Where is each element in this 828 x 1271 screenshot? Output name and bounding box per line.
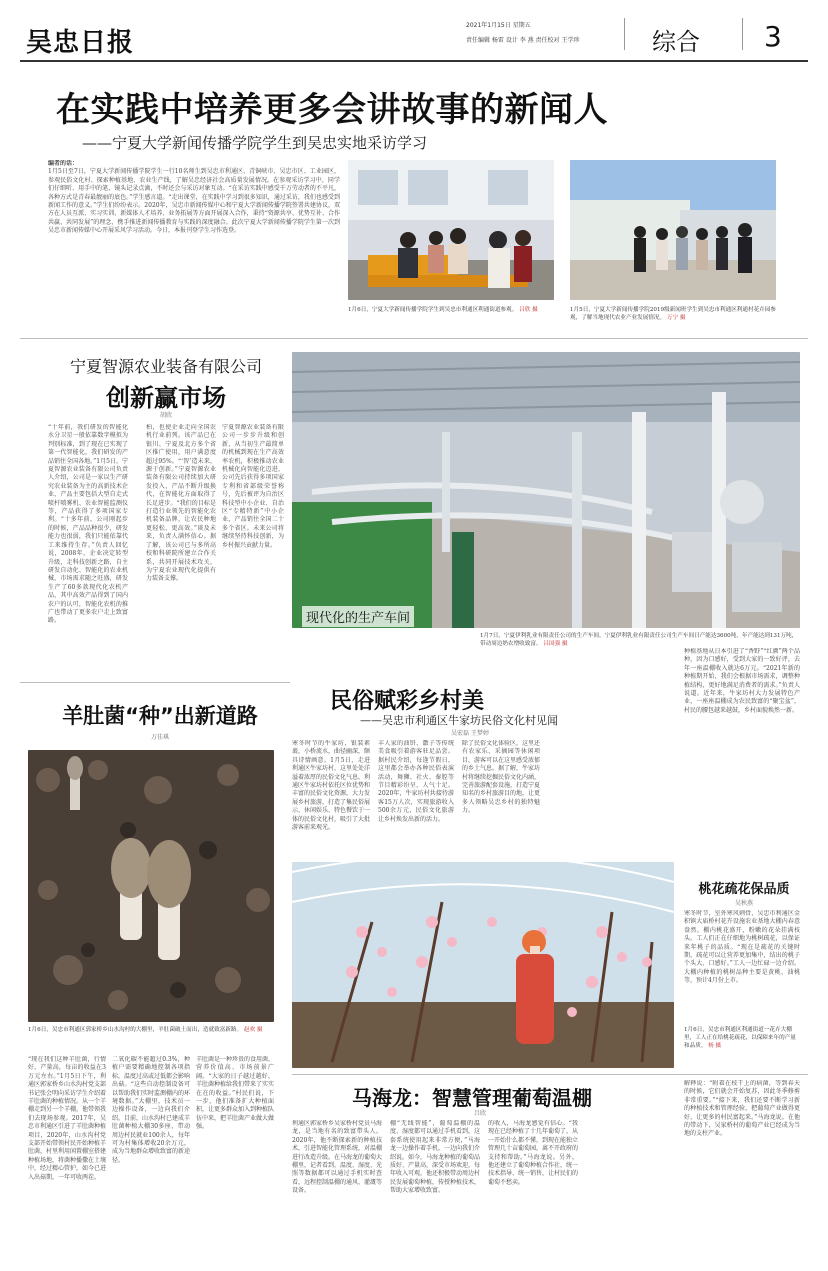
- innovation-kicker: 宁夏智源农业装备有限公司: [69, 357, 262, 376]
- peach-photo: [292, 862, 674, 1068]
- innovation-photo: [292, 352, 800, 628]
- lead-photo-1-credit: 吕欣 摄: [519, 307, 538, 313]
- lead-body-text: 1月5日至7日，宁夏大学新闻传播学院学生一行10名师生到吴忠市利通区、青铜峡市、吴忠市区、工业园区，参观民俗文化村、探索种植基地、农业生产线，了解吴忠经济社会高质量发展情况。在参观采访学习中，同学们仔细听、用手中的笔、镜头记录点滴，不时还会与采访对象互动。“在采访实践中感受千万劳动者的不平凡，各种方式是青春最靓丽的底色。”学生感言道。“走出课堂，在实践中学习到很多知识，通过采访，我们也感受到新闻工作的意义。”学生们纷纷表示。2020年，吴忠市新闻传媒中心和宁夏大学新闻传播学院签署共建协议，双方在人员互派、实习实训、新媒体人才培养、业务拓展等方面开展深入合作，秉持“资源共享、优势互补、合作共赢、共同发展”的理念，携手推进新闻传播教育与实践的深度融合。此次宁夏大学新闻传播学院学生第一次到吴忠市新闻传媒中心开展采风学习活动。今日，本报刊登学生习作选登。: [48, 168, 340, 235]
- peach-photo-credit: 杨 摄: [708, 1043, 722, 1049]
- morel-photo-caption: 1月6日，吴忠市利通区郭家桥乡山水沟村的大棚里，羊肚菌破土而出，造就致富新路。 赵欢 摄: [28, 1027, 263, 1033]
- masthead-divider: [624, 18, 625, 50]
- folk-col-1: 寒冬时节的牛家坊，银装素裹，小桥流水，曲径幽深，颇具诗情画意。1月5日，走进利通区牛家坊村，这里处处洋溢着浓厚的民俗文化气息。利通区牛家坊村依托区位优势和丰富的民俗文化资源，大力发展乡村旅游，打造了集民俗展示、休闲娱乐、特色餐饮于一体的民俗文化村，吸引了大批游客前来观光。: [292, 740, 370, 832]
- lead-photo-2: [570, 160, 776, 300]
- innovation-col-3: 宁夏智源农业装备有限公司一步步升级和创新，从当初生产最简单的机械到现在生产高效率农机，积极推动农业机械化向智能化迈进，公司先后获得多项国家专利和省部级荣誉称号，先后被评为自治区科技型中小企业、自治区“专精特新”中小企业，产品销往全国二十多个省区。未来公司将继续坚持科技创新，为乡村振兴贡献力量。: [222, 424, 284, 549]
- lead-photo-2-caption: 1月5日，宁夏大学新闻传播学院2019级新闻班学生到吴忠市利通区利通村花卉园参观，了解当地现代农业产业发展情况。 万宁 摄: [570, 307, 776, 321]
- editor-line: 责任编辑 杨雷 设计 李 燕 责任校对 王学珍: [466, 37, 580, 44]
- date-line: 2021年1月15日 星期五: [466, 22, 531, 29]
- innovation-photo-caption: 1月7日，宁夏伊利乳业有限责任公司的生产车间。宁夏伊利乳业有限责任公司生产车间日产能达3600吨，年产能达到131万吨，带动周边奶农增收致富。 吕国强 摄: [480, 633, 798, 647]
- folk-col-3: 除了民俗文化体验区，这里还有农家乐、采摘园等休闲项目，游客可以在这里感受浓郁的乡土气息。据了解，牛家坊村将继续挖掘民俗文化内涵，完善旅游配套设施，打造宁夏知名的乡村旅游目的地，让更多人领略吴忠乡村的独特魅力。: [462, 740, 540, 815]
- peach-body: 寒冬时节，室外寒风刺骨，吴忠市利通区金积镇大庙桥村花卉设施农业基地大棚内春意盎然，棚内桃花盛开，粉嫩的花朵挂满枝头。工人们正在仔细地为桃树疏花，以保证来年桃子的品质。“现在是疏花的关键时期，疏花可以让营养更加集中，结出的桃子个头大、口感好。”工人一边忙碌一边介绍。大棚内种植的桃树品种主要是黄桃、油桃等，预计4月份上市。: [684, 910, 800, 985]
- folk-subheadline: ——吴忠市利通区牛家坊民俗文化村见闻: [360, 714, 558, 727]
- morel-col-1: “现在我们这种羊肚菌，行情好，产量高，每亩的收益在3万元左右。”1月5日下午，利通区郭家桥乡山水沟村党支部书记张会明向采访学生介绍着羊肚菌的种植情况。从一个羊棚走到另一个羊棚，他带领我们去现场参观。2017年，吴忠市利通区引进了羊肚菌种植项目，2020年，山水沟村党支部开始带领村民开始种植羊肚菌，村里利用闲置棚室搭建种植场地，将菌种播撒在土壤中，经过精心管护，如今已进入出菇期，一年可收两茬。: [28, 1056, 106, 1181]
- morel-photo-image: [28, 750, 274, 1022]
- section-divider-3: [292, 1074, 808, 1075]
- peach-byline: 吴秋燕: [734, 900, 753, 907]
- lead-photo-1: [348, 160, 554, 300]
- lead-photo-2-credit: 万宁 摄: [666, 315, 686, 321]
- section-divider-1: [20, 338, 808, 339]
- morel-byline: 万佳琪: [150, 734, 169, 741]
- morel-photo: [28, 750, 274, 1022]
- grape-col-4: 解释说：“附着在枝干上的病菌，等到春天的时候，它们就会开始复苏，因此冬季修剪非常重要。”“接下来，我们还要不断学习新的种植技术和管理经验，把葡萄产业做得更好，让更多的村民富起来。”马海龙说。在他的带动下，吴家桥村的葡萄产业已经成为当地的支柱产业。: [684, 1080, 800, 1138]
- lead-body: [48, 160, 340, 332]
- morel-photo-credit: 赵欢 摄: [243, 1027, 263, 1033]
- folk-col-2: 丰人家的油饼、馓子等传统美食吸引着游客驻足品尝。据村民介绍，每逢节假日，这里都会举办各种民俗表演活动，舞狮、社火、秦腔等节目精彩纷呈，人气十足。2020年，牛家坊村共接待游客15万人次，实现旅游收入500余万元，民俗文化旅游让乡村焕发出新的活力。: [378, 740, 454, 823]
- lead-photo-1-caption: 1月6日，宁夏大学新闻传播学院学生到吴忠市利通区利通街道参观。 吕欣 摄: [348, 307, 538, 313]
- innovation-col-2: 柏，也使企业走向全国农机行业前列。该产品已在银川、宁夏及北方多个省区推广使用，用户满意度超过95%。“‘智’造未来，源于创新。”宁夏智源农业装备有限公司持续加大研发投入，产品不断升级换代，在智能化方面取得了长足进步。“我们的目标是打造行业领先的智能化农机装备品牌，让农民种地更轻松、更高效。”谈及未来，负责人满怀信心。据了解，该公司已与多所高校和科研院所建立合作关系，共同开展技术攻关，为宁夏农业现代化提供有力装备支撑。: [146, 424, 216, 583]
- editor-note-label: 编者的话：: [48, 160, 79, 167]
- section-divider-2: [20, 682, 290, 683]
- innovation-photo-credit: 吕国强 摄: [543, 641, 568, 647]
- grape-headline: 马海龙：智慧管理葡萄温棚: [352, 1086, 592, 1110]
- factory-photo-image: [292, 352, 800, 628]
- innovation-col-1: “十年前，我们研发的智能化水分卫星一般依靠数字模拟为判别标准，到了现在已实现了第一代智能化，我们研发的产品销往全国各地。”1月5日，宁夏智源农业装备有限公司负责人介绍，公司是一家以生产研究农业装备为主的高新技术企业，产品主要包括大型自走式喷杆喷雾机、农业智能监测仪等，产品获得了多项国家专利。“十多年前，公司刚起步的时候，产品品种很少，研发能力也很弱，我们只能依靠代工来维持生存。”负责人回忆说，2008年，企业决定转型升级，走科技创新之路，自主研发自动化、智能化的农业机械，市场需求随之旺盛，研发生产了60多款现代化农机产品，其中高效产品得到了国内农户的认可，智能化农机的推广也带动了更多农户走上致富路。: [48, 424, 128, 625]
- peach-headline: 桃花疏花保品质: [698, 882, 790, 897]
- innovation-headline: 创新赢市场: [106, 384, 226, 412]
- paper-name: 吴忠日报: [26, 28, 135, 58]
- masthead-rule: [20, 60, 808, 62]
- lead-photo-2-image: [570, 160, 776, 300]
- folk-headline: 民俗赋彩乡村美: [330, 689, 485, 714]
- grape-col-2: 棚“无线智能”，葡萄温棚的温度、湿度都可以通过手机看到，这套系统使用起来非常方便，”马海龙一边操作着手机，一边向我们介绍说。如今，马海龙种植的葡萄品质好、产量高，深受市场欢迎，每年收入可观。他还积极带动周边村民发展葡萄种植，传授种植技术，帮助大家增收致富。: [390, 1120, 480, 1195]
- masthead: [0, 0, 828, 60]
- folk-byline: 吴宏磊 王梦婷: [451, 730, 489, 737]
- morel-headline: 羊肚菌“种”出新道路: [62, 704, 258, 728]
- lead-headline: 在实践中培养更多会讲故事的新闻人: [56, 90, 608, 130]
- grape-col-1: 利通区郭家桥乡吴家桥村党员马海龙，是当地有名的致富带头人。2020年，他不断探索新的种植技术，引进智能化管理系统，对温棚进行改造升级。在马海龙的葡萄大棚里，记者看到，温度、湿度、光照等数据都可以通过手机实时查看，远程控制温棚的通风、灌溉等设备。: [292, 1120, 382, 1195]
- morel-col-3: 羊肚菌是一种珍贵的食用菌，营养价值高、市场前景广阔。“大家的日子越过越好，羊肚菌种植给我们带来了实实在在的收益。”村民们说，下一步，他们准备扩大种植面积，让更多群众加入到种植队伍中来，把羊肚菌产业做大做强。: [196, 1056, 274, 1131]
- innovation-byline: 胡欣: [159, 412, 172, 419]
- masthead-divider-2: [742, 18, 743, 50]
- peach-photo-caption: 1月6日，吴忠市利通区利通街道一花卉大棚里，工人正在给桃花疏花，以保障来年的产量和品质。 杨 摄: [684, 1027, 796, 1049]
- peach-photo-image: [292, 862, 674, 1068]
- innovation-photo-label: 现代化的生产车间: [302, 606, 414, 627]
- page-number: 3: [764, 20, 782, 53]
- grape-byline: 吕欣: [473, 1110, 486, 1117]
- morel-col-2: 二氧化碳不能超过0.3%，种植户需要精确地控制各项指标，温度过高或过低都会影响出菇。“这些自动控制设备可以帮助我们实时监测棚内的环境数据。”大棚里，技术员一边操作设备，一边向我们介绍。目前，山水沟村已建成羊肚菌种植大棚30多座，带动周边村民就业100余人，每年可为村集体增收20余万元，成为当地群众增收致富的新途径。: [112, 1056, 190, 1164]
- lead-photo-1-image: [348, 160, 554, 300]
- folk-col-4: 种植基地从日本引进了“香野”“红颜”两个品种，因为口感好，受到大家的一致好评，去年一座温棚收入就达6万元。“2021年新的种植期开始，我们会根据市场需求，调整种植结构，更好地满足消费者的需求。”负责人说道。近年来，牛家坊村大力发展特色产业，一座座温棚成为农民致富的“聚宝盆”，村民的腰包越来越鼓，乡村面貌焕然一新。: [684, 648, 800, 714]
- section-title: 综合: [652, 28, 700, 56]
- grape-col-3: 的收入，马海龙感觉有信心。“我现在已经种植了十几年葡萄了，从一开始什么都不懂，到现在能独立管理几十亩葡萄园，离不开政府的支持和帮助。”马海龙说。另外，他还建立了葡萄种植合作社，统一技术指导、统一销售，让村民们的葡萄不愁卖。: [488, 1120, 578, 1186]
- lead-subheadline: ——宁夏大学新闻传播学院学生到吴忠实地采访学习: [82, 134, 428, 152]
